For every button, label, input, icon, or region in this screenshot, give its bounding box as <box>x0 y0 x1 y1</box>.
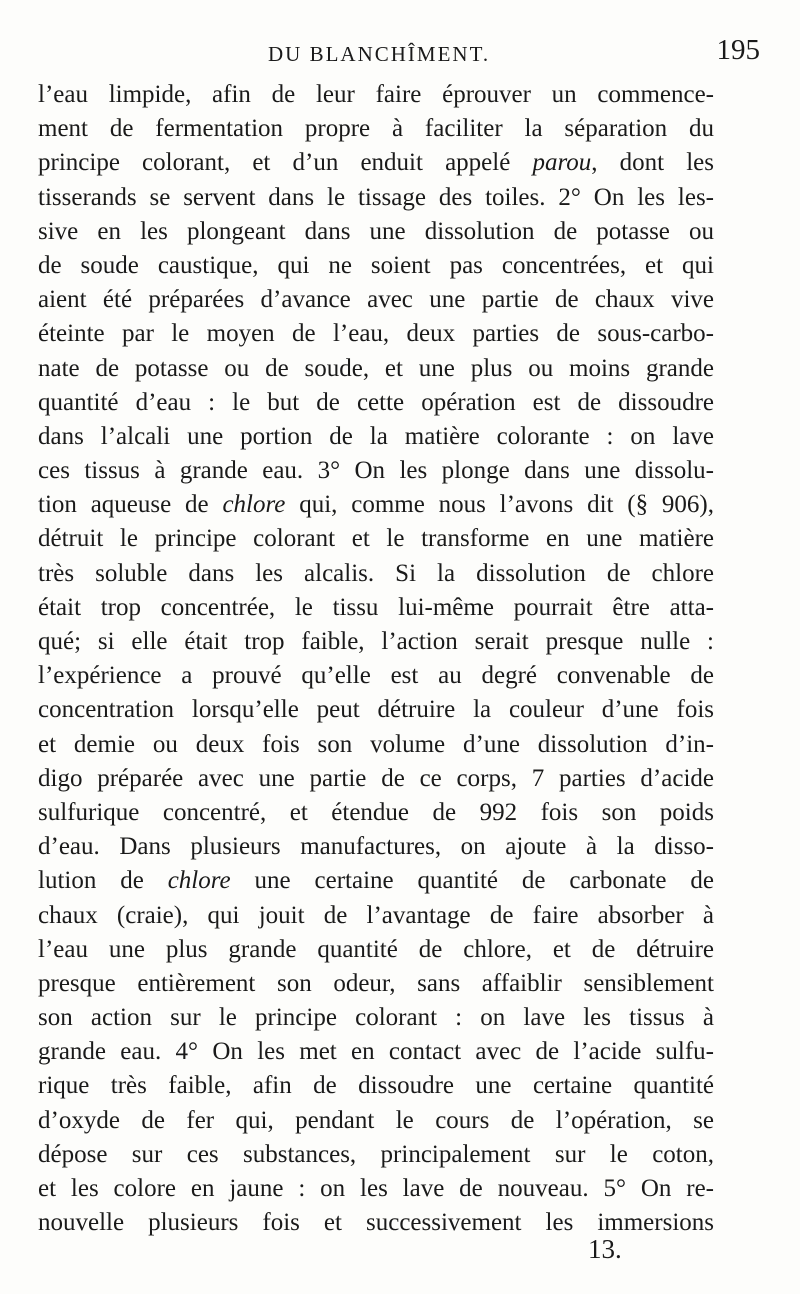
text-line <box>38 1035 714 1069</box>
text-segment: son action sur le principe colorant : on lave les tissus à <box>38 1004 714 1032</box>
text-line <box>38 591 714 625</box>
text-segment: l’expérience a prouvé qu’elle est au degré convenable de <box>38 662 714 690</box>
text-segment: principe colorant, et d’un enduit appelé <box>38 149 533 177</box>
text-line <box>38 1104 714 1138</box>
text-line <box>38 1001 714 1035</box>
text-line <box>38 146 714 180</box>
running-title: DU BLANCHÎMENT. <box>268 42 491 66</box>
text-line <box>38 659 714 693</box>
text-line <box>38 864 714 898</box>
text-line <box>38 215 714 249</box>
text-segment: une certaine quantité de carbonate de <box>230 867 715 895</box>
text-line <box>38 830 714 864</box>
text-line <box>38 386 714 420</box>
signature-mark: 13. <box>588 1234 622 1264</box>
text-segment: d’oxyde de fer qui, pendant le cours de l’opération, se <box>38 1106 714 1134</box>
text-segment: ment de fermentation propre à faciliter la séparation du <box>38 115 714 143</box>
text-segment: éteinte par le moyen de l’eau, deux parties de sous-carbo- <box>38 320 714 348</box>
text-segment: lution de <box>38 867 168 895</box>
text-segment: , dont les <box>591 149 714 177</box>
text-segment: l’eau limpide, afin de leur faire éprouver un commence- <box>38 81 714 108</box>
text-segment: chaux (craie), qui jouit de l’avantage de faire absorber à <box>38 901 714 929</box>
text-line <box>38 420 714 454</box>
text-line <box>38 728 714 762</box>
text-segment: très soluble dans les alcalis. Si la dissolution de chlore <box>38 559 714 587</box>
text-segment: et les colore en jaune : on les lave de nouveau. 5° On re- <box>38 1175 714 1202</box>
text-line <box>38 454 714 488</box>
text-segment: aient été préparées d’avance avec une partie de chaux vive <box>38 286 714 314</box>
text-segment: d’eau. Dans plusieurs manufactures, on ajoute à la disso- <box>38 833 714 861</box>
text-segment: détruit le principe colorant et le transforme en une matière <box>38 525 714 553</box>
text-line <box>38 181 714 215</box>
text-line <box>38 283 714 317</box>
text-segment: sulfurique concentré, et étendue de 992 fois son poids <box>38 798 714 826</box>
text-line <box>38 796 714 830</box>
text-segment: rique très faible, afin de dissoudre une certaine quantité <box>38 1072 714 1100</box>
text-line <box>38 1069 714 1103</box>
italic-term: chlore <box>222 491 286 519</box>
text-segment: quantité d’eau : le but de cette opération est de dissoudre <box>38 388 714 416</box>
text-line <box>38 899 714 933</box>
text-segment: grande eau. 4° On les met en contact avec de l’acide sulfu- <box>38 1038 714 1066</box>
text-line <box>38 762 714 796</box>
text-line <box>38 112 714 146</box>
text-line <box>38 78 714 112</box>
text-line <box>38 522 714 556</box>
text-line <box>38 1138 714 1172</box>
text-segment: l’eau une plus grande quantité de chlore, et de détruire <box>38 935 714 963</box>
italic-term: parou <box>532 149 592 177</box>
text-line <box>38 967 714 1001</box>
italic-term: chlore <box>167 867 231 895</box>
text-segment: était trop concentrée, le tissu lui-même pourrait être atta- <box>38 593 714 621</box>
text-segment: tion aqueuse de <box>38 491 223 519</box>
text-line <box>38 625 714 659</box>
text-segment: sive en les plongeant dans une dissolution de potasse ou <box>38 217 714 245</box>
body-text <box>38 78 714 1240</box>
page-number: 195 <box>716 34 760 66</box>
page-header <box>40 36 760 76</box>
text-segment: presque entièrement son odeur, sans affaiblir sensiblement <box>38 969 714 997</box>
text-segment: qui, comme nous l’avons dit (§ 906), <box>285 491 714 519</box>
text-segment: dépose sur ces substances, principalement sur le coton, <box>38 1140 714 1168</box>
text-segment: nate de potasse ou de soude, et une plus ou moins grande <box>38 354 714 382</box>
text-segment: qué; si elle était trop faible, l’action serait presque nulle : <box>38 628 714 655</box>
text-line <box>38 317 714 351</box>
text-segment: digo préparée avec une partie de ce corps, 7 parties d’acide <box>38 764 714 792</box>
text-line <box>38 352 714 386</box>
text-segment: tisserands se servent dans le tissage des toiles. 2° On les les- <box>38 183 714 211</box>
text-line <box>38 249 714 283</box>
text-segment: nouvelle plusieurs fois et successivement les immersions <box>38 1209 714 1237</box>
text-line <box>38 488 714 522</box>
text-segment: concentration lorsqu’elle peut détruire la couleur d’une fois <box>38 696 714 724</box>
text-segment: de soude caustique, qui ne soient pas concentrées, et qui <box>38 251 714 279</box>
text-segment: dans l’alcali une portion de la matière colorante : on lave <box>38 422 714 450</box>
text-line <box>38 1172 714 1206</box>
text-segment: et demie ou deux fois son volume d’une dissolution d’in- <box>38 730 714 758</box>
text-line <box>38 933 714 967</box>
text-line <box>38 693 714 727</box>
text-line <box>38 557 714 591</box>
text-segment: ces tissus à grande eau. 3° On les plonge dans une dissolu- <box>38 457 714 485</box>
